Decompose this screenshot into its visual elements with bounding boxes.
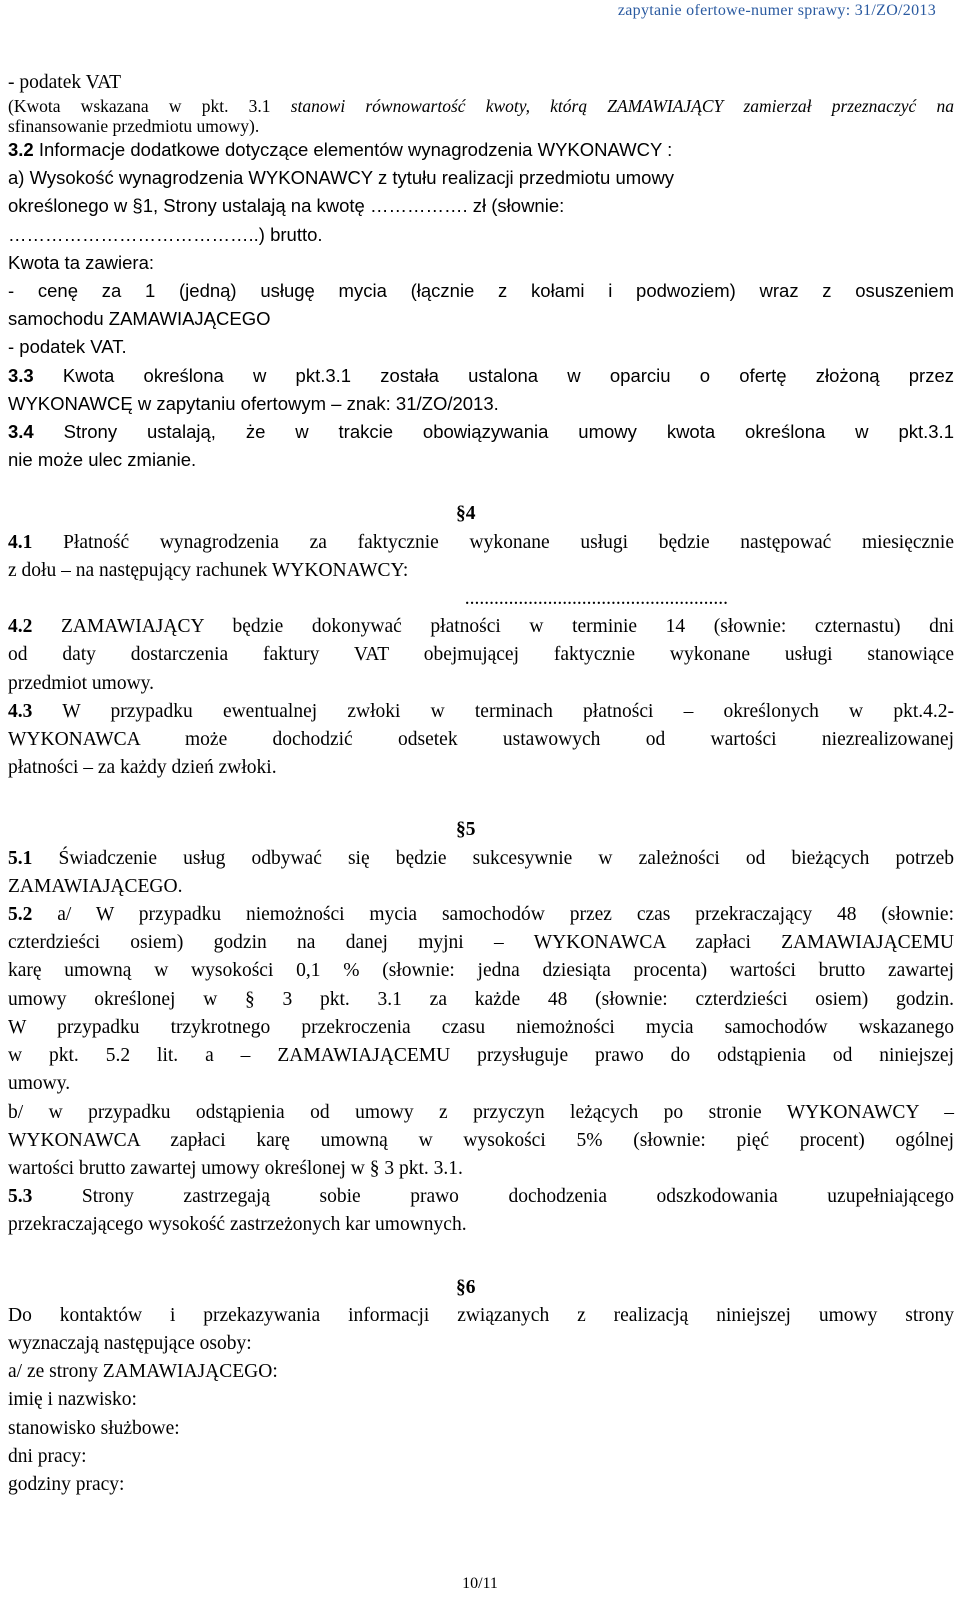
contacts-line-2: wyznaczają następujące osoby:	[8, 1332, 252, 1354]
contacts-line-1: Do kontaktów i przekazywania informacji związanych z realizacją niniejszej umowy strony	[8, 1304, 954, 1326]
paragraph-5-2-g: umowy.	[8, 1073, 71, 1095]
paragraph-3-2: 3.2 Informacje dodatkowe dotyczące elementów wynagrodzenia WYKONAWCY :	[8, 139, 673, 160]
cena-line: - cenę za 1 (jedną) usługę mycia (łącznie z kołami i podwoziem) wraz z osuszeniem	[8, 280, 954, 302]
paragraph-4-2: 4.2 ZAMAWIAJĄCY będzie dokonywać płatności w terminie 14 (słownie: czternastu) dni	[8, 616, 954, 638]
paragraph-5-3-b: przekraczającego wysokość zastrzeżonych kar umownych.	[8, 1214, 467, 1236]
note-line-2: sfinansowanie przedmiotu umowy).	[8, 116, 260, 136]
account-dots: ......................................................	[464, 588, 728, 610]
paragraph-5-2-d: umowy określonej w § 3 pkt. 3.1 za każde 48 (słownie: czterdzieści osiem) godzin.	[8, 988, 954, 1010]
running-header: zapytanie ofertowe-numer sprawy: 31/ZO/2013	[617, 2, 936, 19]
paragraph-5-2-b-1: b/ w przypadku odstąpienia od umowy z przyczyn leżących po stronie WYKONAWCY –	[8, 1101, 954, 1123]
note-line-1: (Kwota wskazana w pkt. 3.1 stanowi równowartość kwoty, którą ZAMAWIAJĄCY zamierzał przeznaczyć na	[8, 96, 954, 116]
paragraph-3-4-b: nie może ulec zmianie.	[8, 449, 197, 471]
paragraph-4-3-c: płatności – za każdy dzień zwłoki.	[8, 757, 277, 779]
contacts-line-3: a/ ze strony ZAMAWIAJĄCEGO:	[8, 1361, 278, 1383]
paragraph-5-2-b-3: wartości brutto zawartej umowy określonej w § 3 pkt. 3.1.	[8, 1157, 463, 1179]
paragraph-5-3: 5.3 Strony zastrzegają sobie prawo dochodzenia odszkodowania uzupełniającego	[8, 1186, 954, 1208]
paragraph-4-3: 4.3 W przypadku ewentualnej zwłoki w terminach płatności – określonych w pkt.4.2-	[8, 700, 954, 722]
contacts-hours: godziny pracy:	[8, 1473, 125, 1495]
kwota-line: Kwota ta zawiera:	[8, 251, 155, 273]
section-5-title: §5	[456, 819, 476, 841]
vat-line-2: - podatek VAT.	[8, 336, 127, 358]
paragraph-4-3-b: WYKONAWCA może dochodzić odsetek ustawowych od wartości niezrealizowanej	[8, 729, 954, 751]
paragraph-3-2-a: a) Wysokość wynagrodzenia WYKONAWCY z tytułu realizacji przedmiotu umowy	[8, 167, 675, 189]
contacts-position: stanowisko służbowe:	[8, 1417, 180, 1439]
document-body	[8, 70, 954, 1499]
paragraph-5-2-f: w pkt. 5.2 lit. a – ZAMAWIAJĄCEMU przysługuje prawo do odstąpienia od niniejszej	[8, 1045, 954, 1067]
paragraph-5-1-b: ZAMAWIAJĄCEGO.	[8, 875, 183, 897]
paragraph-5-2-b-2: WYKONAWCA zapłaci karę umowną w wysokości 5% (słownie: pięć procent) ogólnej	[8, 1129, 954, 1151]
contacts-name: imię i nazwisko:	[8, 1389, 137, 1411]
paragraph-4-2-b: od daty dostarczenia faktury VAT obejmującej faktycznie wykonane usługi stanowiące	[8, 644, 954, 666]
paragraph-5-1: 5.1 Świadczenie usług odbywać się będzie sukcesywnie w zależności od bieżących potrzeb	[8, 847, 954, 869]
paragraph-3-3-b: WYKONAWCĘ w zapytaniu ofertowym – znak: 31/ZO/2013.	[8, 392, 499, 414]
paragraph-3-2-a-2: określonego w §1, Strony ustalają na kwotę ……………. zł (słownie:	[8, 195, 565, 217]
paragraph-5-2-b: czterdzieści osiem) godzin na danej myjni – WYKONAWCA zapłaci ZAMAWIAJĄCEMU	[8, 932, 954, 954]
paragraph-3-2-a-3: …………………………………..) brutto.	[8, 223, 323, 245]
section-4-title: §4	[456, 503, 476, 525]
vat-line: - podatek VAT	[8, 72, 122, 93]
section-6-title: §6	[456, 1276, 476, 1298]
paragraph-4-1: 4.1 Płatność wynagrodzenia za faktycznie wykonane usługi będzie następować miesięcznie	[8, 531, 954, 553]
paragraph-4-1-b: z dołu – na następujący rachunek WYKONAWCY:	[8, 559, 409, 581]
page-number: 10/11	[462, 1575, 498, 1592]
paragraph-3-4: 3.4 Strony ustalają, że w trakcie obowiązywania umowy kwota określona w pkt.3.1	[8, 421, 954, 443]
paragraph-5-2-c: karę umowną w wysokości 0,1 % (słownie: jedna dziesiąta procenta) wartości brutto zawartej	[8, 960, 954, 982]
cena-line-2: samochodu ZAMAWIAJĄCEGO	[8, 308, 271, 330]
paragraph-4-2-c: przedmiot umowy.	[8, 672, 155, 694]
paragraph-3-3: 3.3 Kwota określona w pkt.3.1 została ustalona w oparciu o ofertę złożoną przez	[8, 364, 954, 386]
paragraph-5-2-e: W przypadku trzykrotnego przekroczenia czasu niemożności mycia samochodów wskazanego	[8, 1016, 954, 1038]
paragraph-5-2: 5.2 a/ W przypadku niemożności mycia samochodów przez czas przekraczający 48 (słownie:	[8, 904, 954, 926]
contacts-days: dni pracy:	[8, 1445, 87, 1467]
